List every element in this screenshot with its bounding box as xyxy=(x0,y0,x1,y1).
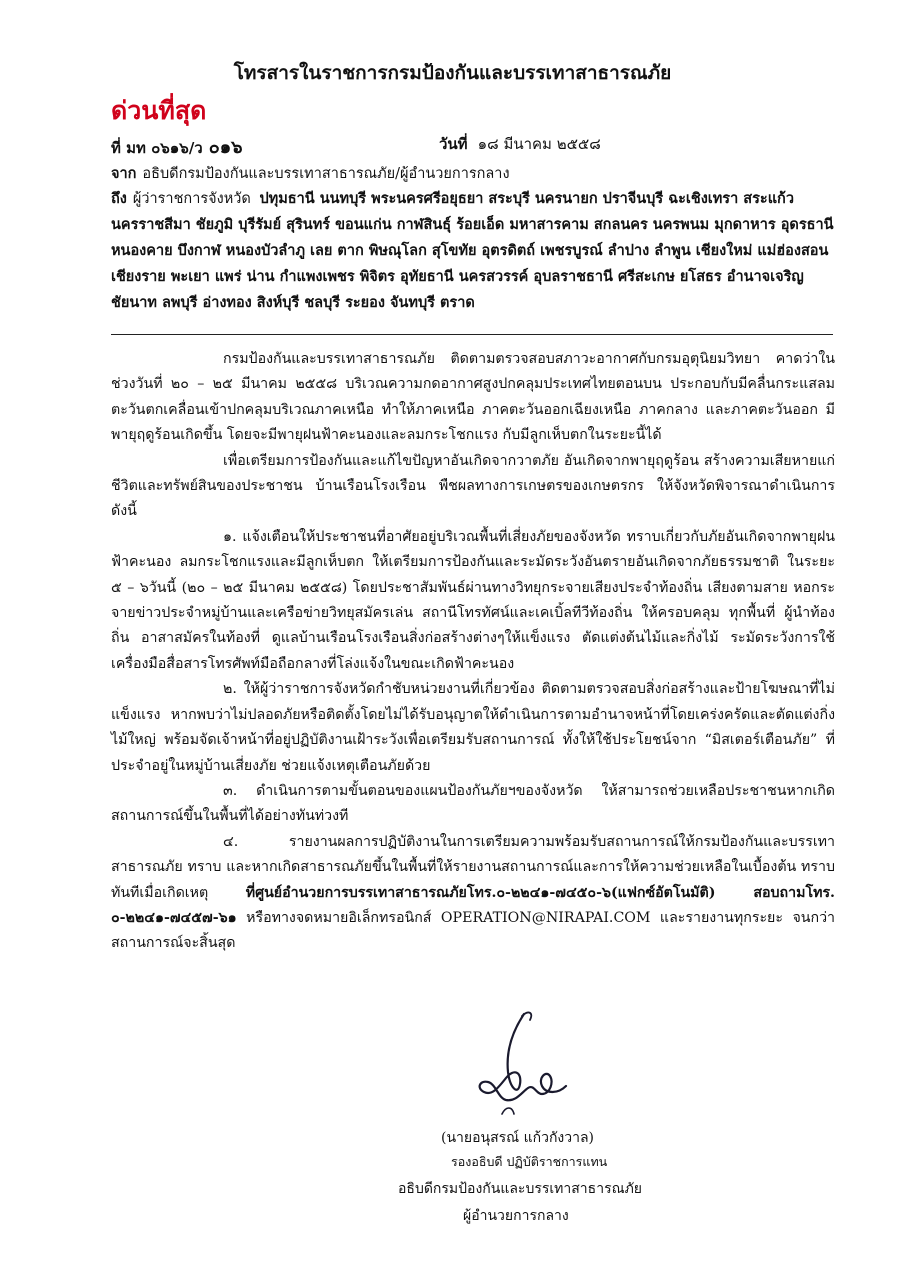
to-label: ถึง xyxy=(111,190,127,207)
to-block xyxy=(111,186,841,316)
document-header: โทรสารในราชการกรมป้องกันและบรรเทาสาธารณภัย xyxy=(233,62,672,84)
item4-tail: หรือทางจดหมายอิเล็กทรอนิกส์ OPERATION@NIRAPAI.COM และรายงานทุกระยะ จนกว่าสถานการณ์จะสิ้นสุด xyxy=(111,909,836,952)
instruction-item-1: ๑. แจ้งเตือนให้ประชาชนที่อาศัยอยู่บริเวณพื้นที่เสี่ยงภัยของจังหวัด ทราบเกี่ยวกับภัยอันเกิดจากพายุฝนฟ้าคะนอง ลมกระโชกแรงและมีลูกเห็บตก ให้เตรียมการป้องกันและระมัดระวังอันตรายอันเกิดจากภัยธรรมชาติ ในระยะ ๕ – ๖วันนี้ (๒๐ – ๒๕ มีนาคม ๒๕๕๘) โดยประชาสัมพันธ์ผ่านทางวิทยุกระจายเสียงประจำท้องถิ่น เสียงตามสาย หอกระจายข่าวประจำหมู่บ้านและเครือข่ายวิทยุสมัครเล่น สถานีโทรทัศน์และเคเบิ้ลทีวีท้องถิ่น ให้ครอบคลุม ทุกพื้นที่ ผู้นำท้องถิ่น อาสาสมัครในท้องที่ ดูแลบ้านเรือนโรงเรือนสิ่งก่อสร้างต่างๆให้แข็งแรง ตัดแต่งต้นไม้และกิ่งไม้ ระมัดระวังการใช้เครื่องมือสื่อสารโทรศัพท์มือถือกลางที่โล่งแจ้งในขณะเกิดฟ้าคะนอง xyxy=(111,528,835,672)
paragraph-forecast: กรมป้องกันและบรรเทาสาธารณภัย ติดตามตรวจสอบสภาวะอากาศกับกรมอุตุนิยมวิทยา คาดว่าในช่วงวันที่ ๒๐ – ๒๕ มีนาคม ๒๕๕๘ บริเวณความกดอากาศสูงปกคลุมประเทศไทยตอนบน ประกอบกับมีคลื่นกระแสลมตะวันตกเคลื่อนเข้าปกคลุมบริเวณภาคเหนือ ทำให้ภาคเหนือ ภาคตะวันออกเฉียงเหนือ ภาคกลาง และภาคตะวันออก มีพายุฤดูร้อนเกิดขึ้น โดยจะมีพายุฝนฟ้าคะนองและลมกระโชกแรง กับมีลูกเห็บตกในระยะนี้ได้ xyxy=(111,351,835,444)
from-line xyxy=(111,162,510,185)
from-value: อธิบดีกรมป้องกันและบรรเทาสาธารณภัย/ผู้อำนวยการกลาง xyxy=(142,166,510,182)
instruction-item-2: ๒. ให้ผู้ว่าราชการจังหวัดกำชับหน่วยงานที่เกี่ยวข้อง ติดตามตรวจสอบสิ่งก่อสร้างและป้ายโฆษณาที่ไม่แข็งแรง หากพบว่าไม่ปลอดภัยหรือติดตั้งโดยไม่ได้รับอนุญาตให้ดำเนินการตามอำนาจหน้าที่โดยเคร่งครัดและตัดแต่งกิ่งไม้ใหญ่ พร้อมจัดเจ้าหน้าที่อยู่ปฏิบัติงานเฝ้าระวังเพื่อเตรียมรับสถานการณ์ ทั้งให้ใช้ประโยชน์จาก “มิสเตอร์เตือนภัย” ที่ประจำอยู่ในหมู่บ้านเสี่ยงภัย ช่วยแจ้งเหตุเตือนภัยด้วย xyxy=(111,681,835,774)
to-provinces: ปทุมธานี นนทบุรี พระนครศรีอยุธยา สระบุรี นครนายก ปราจีนบุรี ฉะเชิงเทรา สระแก้ว นครราชสีมา ชัยภูมิ บุรีรัมย์ สุรินทร์ ขอนแก่น กาฬสินธุ์ ร้อยเอ็ด มหาสารคาม สกลนคร นครพนม มุกดาหาร อุดรธานี หนองคาย บึงกาฬ หนองบัวลำภู เลย ตาก พิษณุโลก สุโขทัย อุตรดิตถ์ เพชรบูรณ์ ลำปาง ลำพูน เชียงใหม่ แม่ฮ่องสอน เชียงราย พะเยา แพร่ น่าน กำแพงเพชร พิจิตร อุทัยธานี นครสวรรค์ อุบลราชธานี ศรีสะเกษ ยโสธร อำนาจเจริญ ชัยนาท ลพบุรี อ่างทอง สิงห์บุรี ชลบุรี ระยอง จันทบุรี ตราด xyxy=(111,190,834,311)
divider xyxy=(111,334,833,335)
reference-number: ๐๑๖ xyxy=(208,137,243,158)
document-body xyxy=(111,347,835,957)
signatory-name: (นายอนุสรณ์ แก้วกังวาล) xyxy=(441,1130,595,1146)
urgency-label: ด่วนที่สุด xyxy=(111,96,207,125)
item4-text: ๔. รายงานผลการปฏิบัติงานในการเตรียมความพร้อมรับสถานการณ์ให้กรมป้องกันและบรรเทาสาธารณภัย ทราบ และหากเกิดสาธารณภัยขึ้นในพื้นที่ให้รายงานสถานการณ์และการให้ความช่วยเหลือในเบื้องต้น ทราบทันทีเมื่อเกิดเหตุ xyxy=(111,833,835,901)
item4-contact: ที่ศูนย์อำนวยการบรรเทาสาธารณภัยโทร.๐-๒๒๔๑-๗๔๕๐-๖(แฟกซ์อัตโนมัติ) สอบถามโทร. ๐-๒๒๔๑-๗๔๕๗-๖๑ xyxy=(111,884,835,926)
date-value: ๑๘ มีนาคม ๒๕๕๘ xyxy=(477,135,601,153)
signatory-org-title-2: ผู้อำนวยการกลาง xyxy=(463,1208,569,1224)
instruction-item-4 xyxy=(111,830,835,957)
date-block xyxy=(439,132,601,156)
date-label: วันที่ xyxy=(439,135,468,153)
reference-label: ที่ มท ๐๖๑๖/ว xyxy=(111,139,203,157)
reference-line xyxy=(111,132,811,161)
from-label: จาก xyxy=(111,165,137,182)
signatory-org-title: อธิบดีกรมป้องกันและบรรเทาสาธารณภัย xyxy=(398,1181,643,1197)
handwritten-signature xyxy=(462,1002,602,1142)
paragraph-purpose: เพื่อเตรียมการป้องกันและแก้ไขปัญหาอันเกิดจากวาตภัย อันเกิดจากพายุฤดูร้อน สร้างความเสียหายแก่ชีวิตและทรัพย์สินของประชาชน บ้านเรือนโรงเรือน พืชผลทางการเกษตรของเกษตรกร ให้จังหวัดพิจารณาดำเนินการดังนี้ xyxy=(111,452,835,520)
signatory-acting-role: รองอธิบดี ปฏิบัติราชการแทน xyxy=(451,1154,608,1169)
to-recipient: ผู้ว่าราชการจังหวัด xyxy=(132,191,251,207)
instruction-item-3: ๓. ดำเนินการตามขั้นตอนของแผนป้องกันภัยฯของจังหวัด ให้สามารถช่วยเหลือประชาชนหากเกิดสถานการณ์ขึ้นในพื้นที่ได้อย่างทันท่วงที xyxy=(111,782,835,825)
